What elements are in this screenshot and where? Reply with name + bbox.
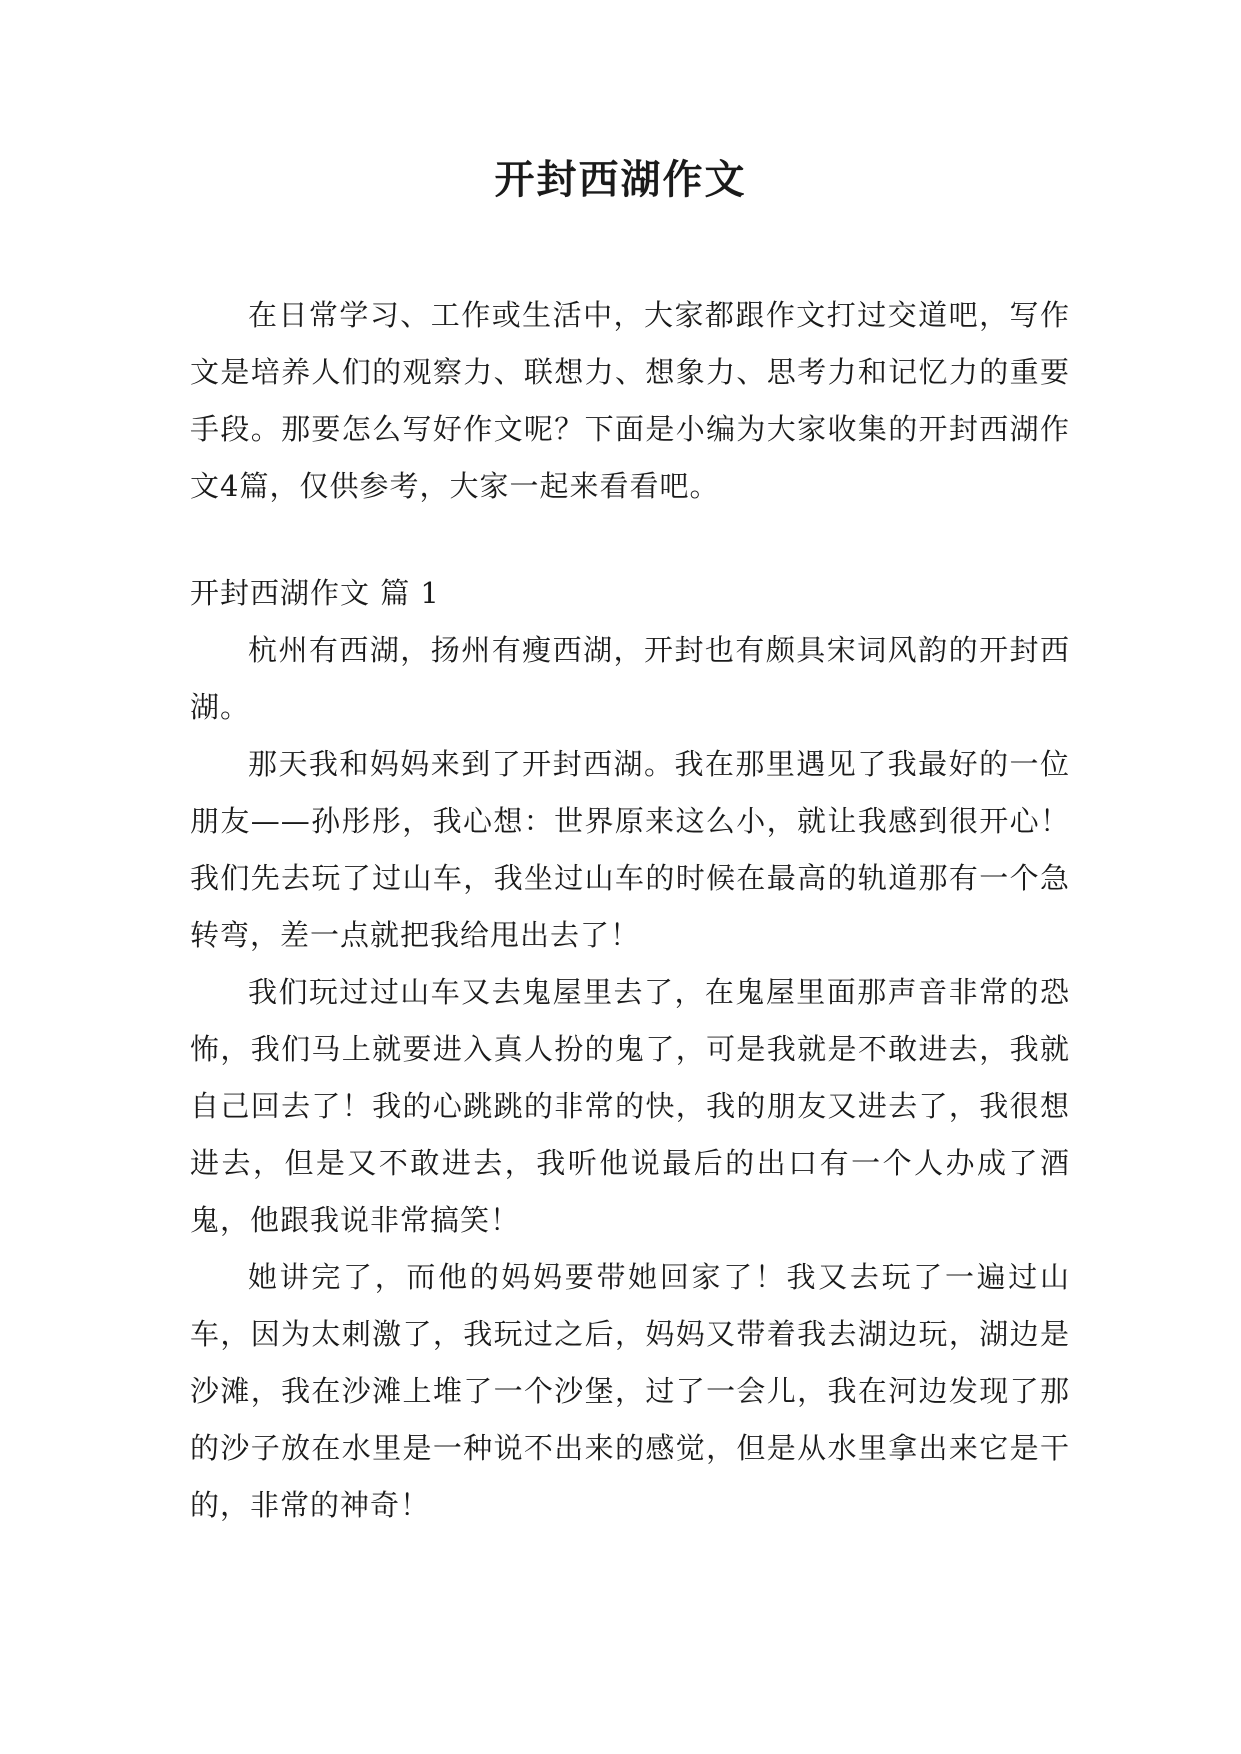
body-paragraph: 我们玩过过山车又去鬼屋里去了，在鬼屋里面那声音非常的恐怖，我们马上就要进入真人扮的鬼了，可是我就是不敢进去，我就自己回去了！我的心跳跳的非常的快，我的朋友又进去了，我很想进去，但是又不敢进去，我听他说最后的出口有一个人办成了酒鬼，他跟我说非常搞笑！ bbox=[190, 975, 1070, 1237]
body-paragraph: 她讲完了，而他的妈妈要带她回家了！我又去玩了一遍过山车，因为太刺激了，我玩过之后，妈妈又带着我去湖边玩，湖边是沙滩，我在沙滩上堆了一个沙堡，过了一会儿，我在河边发现了那的沙子放在水里是一种说不出来的感觉，但是从水里拿出来它是干的，非常的神奇！ bbox=[190, 1260, 1070, 1522]
body-paragraph: 那天我和妈妈来到了开封西湖。我在那里遇见了我最好的一位朋友——孙彤彤，我心想：世界原来这么小，就让我感到很开心！我们先去玩了过山车，我坐过山车的时候在最高的轨道那有一个急转弯，差一点就把我给甩出去了！ bbox=[190, 747, 1070, 952]
intro-paragraph: 在日常学习、工作或生活中，大家都跟作文打过交道吧，写作文是培养人们的观察力、联想力、想象力、思考力和记忆力的重要手段。那要怎么写好作文呢？下面是小编为大家收集的开封西湖作文4篇，仅供参考，大家一起来看看吧。 bbox=[190, 298, 1070, 503]
body-paragraph: 杭州有西湖，扬州有瘦西湖，开封也有颇具宋词风韵的开封西湖。 bbox=[190, 633, 1070, 724]
section-heading: 开封西湖作文 篇 1 bbox=[190, 576, 440, 610]
document-title: 开封西湖作文 bbox=[494, 156, 747, 203]
document-body bbox=[190, 287, 1070, 1534]
